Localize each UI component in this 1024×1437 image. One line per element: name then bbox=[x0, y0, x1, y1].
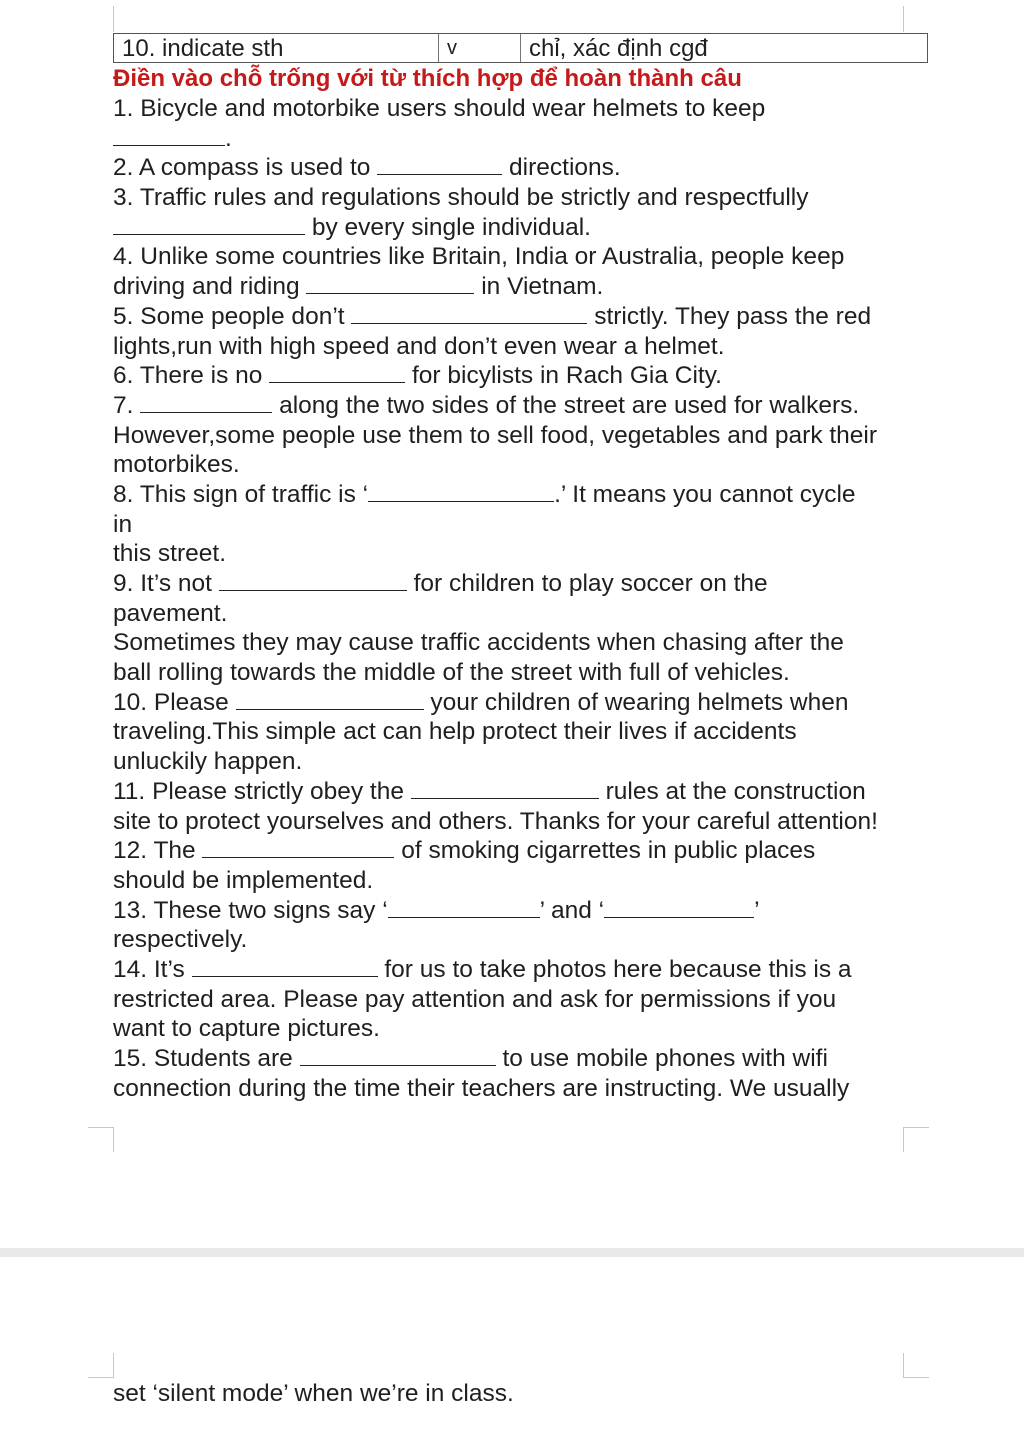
question-14-cont2: want to capture pictures. bbox=[113, 1015, 380, 1043]
answer-blank[interactable] bbox=[604, 899, 754, 918]
answer-blank[interactable] bbox=[377, 156, 502, 175]
question-9-cont3: ball rolling towards the middle of the street with full of vehicles. bbox=[113, 659, 790, 687]
crop-mark-top-left bbox=[88, 1353, 114, 1378]
question-8-cont2: this street. bbox=[113, 540, 227, 568]
document-page-2 bbox=[0, 1257, 1024, 1437]
question-15: 15. Students are to use mobile phones with wifi bbox=[113, 1045, 828, 1072]
crop-mark-top-left bbox=[113, 6, 114, 32]
question-6: 6. There is no for bicylists in Rach Gia City. bbox=[113, 362, 722, 390]
question-11-cont: site to protect yourselves and others. Thanks for your careful attention! bbox=[113, 807, 878, 835]
crop-mark-bottom-right bbox=[903, 1127, 929, 1152]
question-4: 4. Unlike some countries like Britain, India or Australia, people keep bbox=[113, 243, 845, 271]
question-14-cont: restricted area. Please pay attention and ask for permissions if you bbox=[113, 985, 837, 1013]
answer-blank[interactable] bbox=[368, 483, 554, 502]
page-separator bbox=[0, 1248, 1024, 1257]
answer-blank[interactable] bbox=[113, 127, 225, 146]
question-5: 5. Some people don’t strictly. They pass the red bbox=[113, 302, 872, 330]
crop-mark-top-right bbox=[903, 1353, 929, 1378]
answer-blank[interactable] bbox=[300, 1047, 496, 1066]
question-13-cont: respectively. bbox=[113, 926, 248, 954]
question-8-cont: in bbox=[113, 510, 133, 538]
answer-blank[interactable] bbox=[236, 691, 424, 710]
question-3-cont: by every single individual. bbox=[113, 213, 923, 243]
question-2: 2. A compass is used to directions. bbox=[113, 154, 621, 182]
answer-blank[interactable] bbox=[411, 780, 599, 799]
answer-blank[interactable] bbox=[113, 216, 305, 235]
answer-blank[interactable] bbox=[306, 275, 474, 294]
vocab-meaning: chỉ, xác định cgđ bbox=[529, 35, 708, 62]
question-4-cont: driving and riding in Vietnam. bbox=[113, 273, 604, 301]
question-5-cont: lights,run with high speed and don’t even wear a helmet. bbox=[113, 332, 725, 360]
exercise-body bbox=[113, 94, 923, 1103]
question-7-cont2: motorbikes. bbox=[113, 451, 240, 479]
question-14: 14. It’s for us to take photos here because this is a bbox=[113, 955, 852, 983]
question-12-cont: should be implemented. bbox=[113, 866, 374, 894]
answer-blank[interactable] bbox=[388, 899, 540, 918]
answer-blank[interactable] bbox=[351, 305, 587, 324]
question-9: 9. It’s not for children to play soccer on the bbox=[113, 570, 768, 597]
question-9-cont: pavement. bbox=[113, 599, 228, 627]
question-7-cont: However,some people use them to sell food, vegetables and park their bbox=[113, 421, 878, 449]
question-7: 7. along the two sides of the street are used for walkers. bbox=[113, 391, 860, 419]
answer-blank[interactable] bbox=[192, 958, 378, 977]
question-11: 11. Please strictly obey the rules at the construction bbox=[113, 777, 866, 805]
answer-blank[interactable] bbox=[140, 394, 272, 413]
exercise-instruction: Điền vào chỗ trống với từ thích hợp để hoàn thành câu bbox=[113, 65, 742, 92]
vocab-table-row bbox=[113, 33, 928, 63]
question-9-cont2: Sometimes they may cause traffic accidents when chasing after the bbox=[113, 629, 844, 657]
vocab-part-of-speech: v bbox=[439, 34, 521, 62]
crop-mark-bottom-left bbox=[88, 1127, 114, 1152]
question-1-blank-line: . bbox=[113, 124, 923, 154]
answer-blank[interactable] bbox=[202, 839, 394, 858]
question-13: 13. These two signs say ‘ ’ and ‘ ’ bbox=[113, 896, 760, 924]
answer-blank[interactable] bbox=[219, 572, 407, 591]
question-10: 10. Please your children of wearing helmets when bbox=[113, 688, 849, 716]
vocab-term: 10. indicate sth bbox=[114, 34, 439, 62]
question-8: 8. This sign of traffic is ‘ .’ It means you cannot cycle bbox=[113, 480, 856, 508]
question-10-cont2: unluckily happen. bbox=[113, 748, 303, 776]
question-12: 12. The of smoking cigarrettes in public places bbox=[113, 837, 816, 865]
crop-mark-top-right bbox=[903, 6, 904, 32]
question-15-cont: connection during the time their teachers are instructing. We usually bbox=[113, 1074, 850, 1102]
question-3: 3. Traffic rules and regulations should be strictly and respectfully bbox=[113, 184, 809, 212]
question-1: 1. Bicycle and motorbike users should wear helmets to keep bbox=[113, 95, 766, 122]
continued-text: set ‘silent mode’ when we’re in class. bbox=[113, 1380, 514, 1407]
question-10-cont: traveling.This simple act can help protect their lives if accidents bbox=[113, 718, 797, 746]
answer-blank[interactable] bbox=[269, 364, 405, 383]
